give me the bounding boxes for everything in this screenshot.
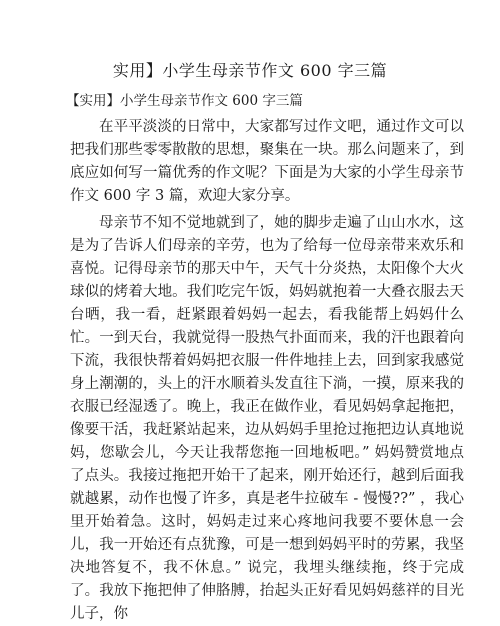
document-subtitle: 【实用】小学生母亲节作文 600 字三篇 — [66, 93, 303, 109]
document-title: 实用】小学生母亲节作文 600 字三篇 — [112, 61, 388, 80]
paragraph-intro: 在平平淡淡的日常中，大家都写过作文吧，通过作文可以把我们那些零零散散的思想，聚集在一块。那么问题来了，到底应如何写一篇优秀的作文呢？下面是为大家的小学生母亲节作文 600 字 3 篇，欢迎大家分享。 — [70, 119, 464, 204]
paragraph-body: 母亲节不知不觉地就到了，她的脚步走遍了山山水水，这是为了告诉人们母亲的辛劳，也为了给每一位母亲带来欢乐和喜悦。记得母亲节的那天中午，天气十分炎热，太阳像个大火球似的烤着大地。我们吃完午饭，妈妈就抱着一大叠衣服去天台晒，我一看，赶紧跟着妈妈一起去，看我能帮上妈妈什么忙。一到天台，我就觉得一股热气扑面而来，我的汗也跟着向下流，我很快帮着妈妈把衣服一件件地挂上去，回到家我感觉身上潮潮的，头上的汗水顺着头发直往下淌，一摸，原来我的衣服已经湿透了。晚上，我正在做作业，看见妈妈拿起拖把，像要干活，我赶紧站起来，边从妈妈手里抢过拖把边认真地说妈，您歇会儿，今天让我帮您拖一回地板吧。” 妈妈赞赏地点了点头。我接过拖把开始干了起来，刚开始还行，越到后面我就越累，动作也慢了许多，真是老牛拉破车 - 慢慢??” ，我心里开始着急。这时，妈妈走过来心疼地问我要不要休息一会儿，我一开始还有点犹豫，可是一想到妈妈平时的劳累，我坚决地答复不，我不休息。” 说完，我埋头继续拖，终于完成了。我放下拖把伸了伸胳膊，抬起头正好看见妈妈慈祥的目光儿子，你 — [70, 215, 464, 622]
